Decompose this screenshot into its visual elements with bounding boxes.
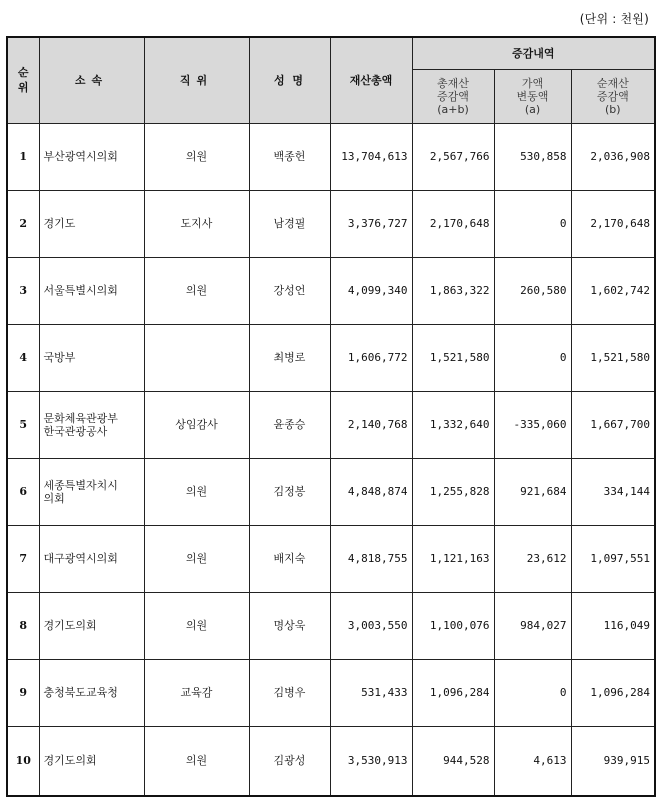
cell-value-change: 0 [494, 325, 571, 392]
cell-value-change: 260,580 [494, 258, 571, 325]
cell-rank: 10 [7, 727, 39, 797]
cell-total-assets: 2,140,768 [330, 392, 412, 459]
cell-org [39, 392, 144, 459]
table-header [7, 37, 655, 124]
header-change-group: 증감내역 [412, 37, 655, 70]
cell-total-change: 1,121,163 [412, 526, 494, 593]
cell-total-change: 1,863,322 [412, 258, 494, 325]
table-row [7, 258, 655, 325]
cell-rank: 6 [7, 459, 39, 526]
cell-rank: 8 [7, 593, 39, 660]
table-row [7, 124, 655, 191]
cell-net-change: 334,144 [571, 459, 655, 526]
header-net-change-line-1: 순재산 [596, 76, 629, 90]
cell-rank: 9 [7, 660, 39, 727]
cell-org-line: 경기도의회 [43, 619, 97, 633]
cell-org [39, 124, 144, 191]
cell-position: 상임감사 [144, 392, 249, 459]
cell-org-line: 경기도 [43, 217, 76, 231]
cell-org [39, 325, 144, 392]
cell-rank: 1 [7, 124, 39, 191]
cell-org-line: 경기도의회 [43, 754, 97, 768]
header-position: 직위 [144, 37, 249, 124]
cell-total-change: 1,521,580 [412, 325, 494, 392]
header-value-change [494, 70, 571, 124]
cell-position: 교육감 [144, 660, 249, 727]
header-value-change-line-2: 변동액 [516, 89, 549, 103]
cell-rank: 2 [7, 191, 39, 258]
cell-value-change: -335,060 [494, 392, 571, 459]
cell-total-assets: 13,704,613 [330, 124, 412, 191]
header-value-change-line-3: (a) [524, 103, 541, 117]
cell-net-change: 1,602,742 [571, 258, 655, 325]
header-total-change [412, 70, 494, 124]
cell-org-line: 국방부 [43, 351, 76, 365]
cell-position: 도지사 [144, 191, 249, 258]
cell-total-change: 1,332,640 [412, 392, 494, 459]
cell-value-change: 530,858 [494, 124, 571, 191]
cell-name: 최병로 [249, 325, 330, 392]
cell-total-change: 2,170,648 [412, 191, 494, 258]
header-rank [7, 37, 39, 124]
cell-value-change: 984,027 [494, 593, 571, 660]
header-org: 소속 [39, 37, 144, 124]
header-total-change-line-2: 증감액 [437, 89, 469, 103]
table-row [7, 459, 655, 526]
cell-org [39, 660, 144, 727]
cell-rank: 4 [7, 325, 39, 392]
table-row [7, 191, 655, 258]
cell-name: 강성언 [249, 258, 330, 325]
cell-total-assets: 3,376,727 [330, 191, 412, 258]
cell-net-change: 1,097,551 [571, 526, 655, 593]
cell-value-change: 0 [494, 660, 571, 727]
header-value-change-line-1: 가액 [521, 76, 544, 90]
cell-position: 의원 [144, 459, 249, 526]
cell-position [144, 325, 249, 392]
cell-value-change: 4,613 [494, 727, 571, 797]
cell-total-assets: 3,003,550 [330, 593, 412, 660]
cell-total-assets: 531,433 [330, 660, 412, 727]
header-total-change-line-1: 총재산 [437, 76, 469, 90]
table-row [7, 593, 655, 660]
cell-org-line: 문화체육관광부 [43, 411, 118, 425]
cell-name: 윤종승 [249, 392, 330, 459]
cell-name: 김병우 [249, 660, 330, 727]
cell-name: 김광성 [249, 727, 330, 797]
cell-name: 남경필 [249, 191, 330, 258]
table-body [7, 124, 655, 797]
cell-rank: 7 [7, 526, 39, 593]
cell-net-change: 2,170,648 [571, 191, 655, 258]
cell-total-assets: 4,099,340 [330, 258, 412, 325]
table-row [7, 392, 655, 459]
header-total-change-line-3: (a+b) [437, 103, 469, 117]
cell-org [39, 593, 144, 660]
cell-total-assets: 4,848,874 [330, 459, 412, 526]
cell-total-change: 1,100,076 [412, 593, 494, 660]
cell-total-change: 944,528 [412, 727, 494, 797]
cell-position: 의원 [144, 526, 249, 593]
header-name: 성 명 [249, 37, 330, 124]
cell-name: 명상욱 [249, 593, 330, 660]
cell-name: 김정봉 [249, 459, 330, 526]
cell-org-line: 세종특별자치시 [43, 478, 118, 492]
cell-net-change: 1,521,580 [571, 325, 655, 392]
cell-position: 의원 [144, 593, 249, 660]
header-net-change-line-3: (b) [604, 103, 621, 117]
header-rank-line-2: 위 [17, 80, 29, 94]
cell-total-change: 1,096,284 [412, 660, 494, 727]
cell-org-line: 한국관광공사 [43, 425, 108, 438]
cell-net-change: 1,096,284 [571, 660, 655, 727]
header-total-assets: 재산총액 [330, 37, 412, 124]
cell-position: 의원 [144, 258, 249, 325]
cell-net-change: 116,049 [571, 593, 655, 660]
cell-name: 배지숙 [249, 526, 330, 593]
cell-total-assets: 4,818,755 [330, 526, 412, 593]
header-net-change [571, 70, 655, 124]
cell-name: 백종헌 [249, 124, 330, 191]
table-row [7, 526, 655, 593]
cell-org-line: 충청북도교육청 [43, 686, 118, 700]
cell-rank: 5 [7, 392, 39, 459]
cell-org-line: 의회 [43, 492, 65, 505]
cell-org [39, 526, 144, 593]
cell-position: 의원 [144, 124, 249, 191]
table-row [7, 660, 655, 727]
cell-org [39, 258, 144, 325]
cell-position: 의원 [144, 727, 249, 797]
cell-value-change: 23,612 [494, 526, 571, 593]
cell-org-line: 부산광역시의회 [43, 150, 118, 164]
cell-org [39, 191, 144, 258]
cell-total-change: 2,567,766 [412, 124, 494, 191]
table-row [7, 325, 655, 392]
table-row [7, 727, 655, 797]
cell-value-change: 0 [494, 191, 571, 258]
cell-org [39, 727, 144, 797]
cell-total-assets: 1,606,772 [330, 325, 412, 392]
cell-org-line: 서울특별시의회 [43, 284, 118, 298]
header-net-change-line-2: 증감액 [596, 89, 629, 103]
cell-net-change: 939,915 [571, 727, 655, 797]
header-rank-line-1: 순 [17, 65, 29, 79]
cell-rank: 3 [7, 258, 39, 325]
cell-net-change: 1,667,700 [571, 392, 655, 459]
cell-net-change: 2,036,908 [571, 124, 655, 191]
cell-value-change: 921,684 [494, 459, 571, 526]
cell-total-assets: 3,530,913 [330, 727, 412, 797]
cell-org-line: 대구광역시의회 [43, 552, 118, 566]
asset-change-table [6, 36, 656, 797]
unit-note: (단위 : 천원) [579, 12, 649, 26]
cell-org [39, 459, 144, 526]
cell-total-change: 1,255,828 [412, 459, 494, 526]
